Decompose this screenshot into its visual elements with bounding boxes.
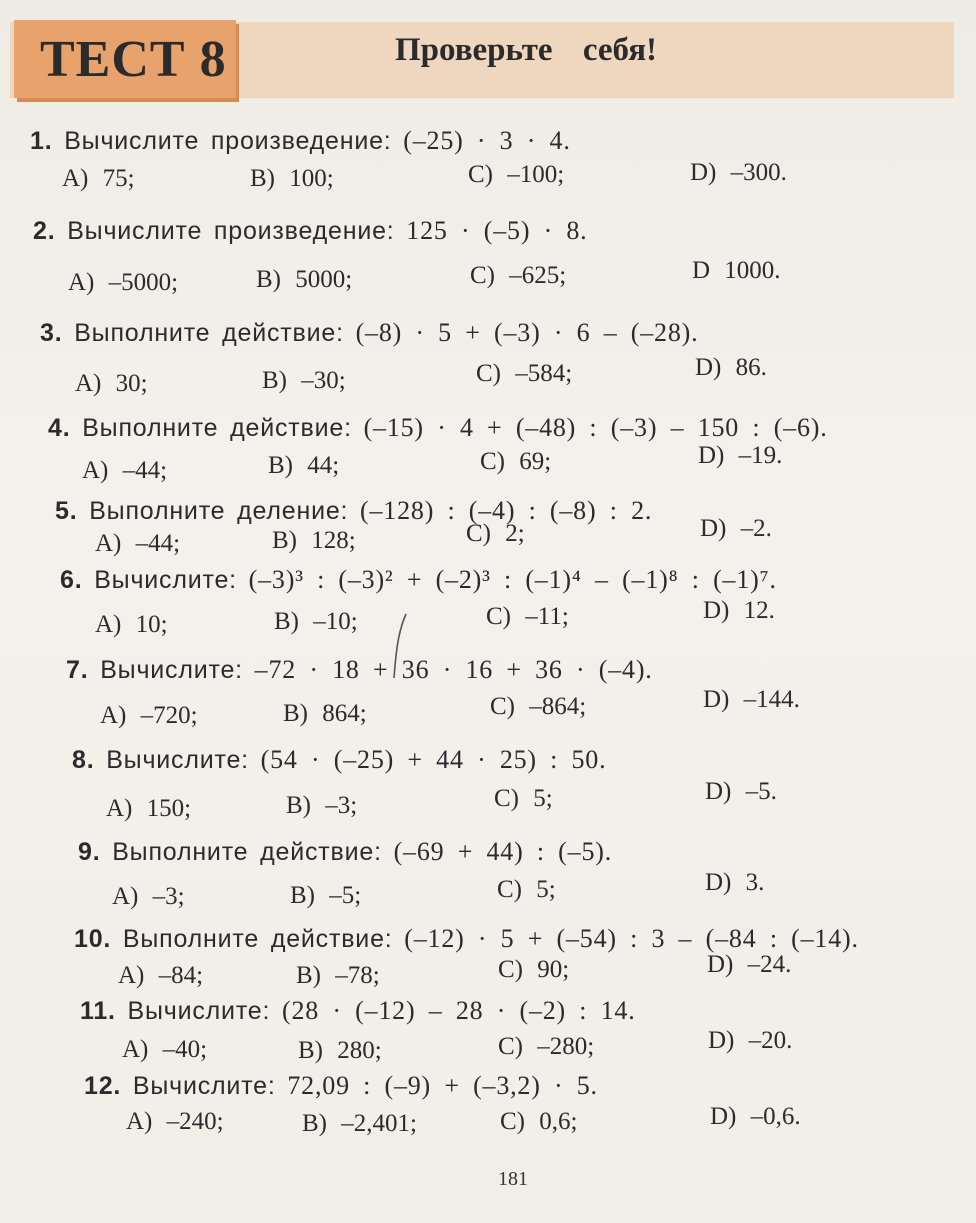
option-a: A) –84; [118, 962, 204, 989]
option-c: C) –584; [476, 360, 573, 387]
question-number: 3. [40, 319, 63, 347]
question-number: 8. [72, 746, 95, 774]
option-b: B) 5000; [256, 266, 353, 293]
question-number: 9. [78, 838, 101, 866]
option-d: D) 3. [705, 869, 765, 896]
option-a: A) –3; [112, 883, 185, 910]
question-number: 7. [66, 656, 89, 684]
question-expression: (–128) : (–4) : (–8) : 2. [360, 496, 653, 525]
option-d: D) –2. [700, 515, 772, 542]
option-b: B) –3; [286, 792, 358, 819]
question-number: 11. [80, 997, 116, 1025]
option-a: A) 75; [62, 165, 135, 192]
question-expression: –72 · 18 + 36 · 16 + 36 · (–4). [254, 655, 653, 684]
option-c: C) 5; [497, 876, 556, 903]
page-number: 181 [498, 1168, 528, 1190]
question-8 [72, 745, 606, 775]
test-label-box [14, 20, 236, 98]
option-b: B) 100; [250, 165, 334, 192]
option-a: A) 10; [95, 611, 168, 638]
option-d: D) –19. [698, 442, 783, 469]
question-text: Вычислите: [106, 746, 249, 774]
question-text: Вычислите: [127, 997, 271, 1025]
option-d: D 1000. [692, 257, 781, 284]
question-number: 4. [48, 414, 71, 442]
option-b: B) –30; [262, 367, 346, 394]
option-a: A) –5000; [68, 269, 179, 296]
option-c: C) 90; [498, 956, 570, 983]
option-a: A) 30; [75, 370, 148, 397]
option-a: A) –720; [100, 702, 198, 729]
question-text: Выполните деление: [89, 497, 349, 525]
question-12 [84, 1071, 598, 1101]
option-c: C) –280; [498, 1033, 595, 1060]
question-3 [40, 318, 698, 348]
option-d: D) 12. [703, 597, 775, 624]
question-number: 10. [74, 925, 112, 953]
question-expression: (–15) · 4 + (–48) : (–3) – 150 : (–6). [363, 413, 828, 442]
question-5 [55, 496, 652, 526]
question-expression: 72,09 : (–9) + (–3,2) · 5. [287, 1071, 598, 1100]
option-b: B) 280; [298, 1037, 382, 1064]
question-number: 5. [55, 497, 78, 525]
question-text: Вычислите: [100, 656, 243, 684]
question-expression: (–8) · 5 + (–3) · 6 – (–28). [355, 318, 699, 347]
question-7 [66, 655, 653, 685]
option-c: C) 69; [480, 448, 552, 475]
question-11 [80, 996, 636, 1026]
option-a: A) 150; [106, 795, 192, 822]
question-10 [74, 924, 859, 954]
option-c: C) 0,6; [500, 1108, 578, 1135]
question-text: Выполните действие: [74, 319, 344, 347]
option-c: C) –100; [468, 161, 565, 188]
option-d: D) –0,6. [710, 1103, 801, 1130]
option-c: C) 2; [466, 520, 525, 547]
question-expression: (–3)³ : (–3)² + (–2)³ : (–1)⁴ – (–1)⁸ : (–1)⁷. [248, 565, 777, 594]
question-expression: 125 · (–5) · 8. [406, 216, 588, 245]
question-text: Вычислите произведение: [64, 127, 392, 155]
option-d: D) –144. [703, 686, 800, 713]
option-c: C) –11; [486, 603, 569, 630]
option-b: B) –2,401; [302, 1110, 417, 1137]
question-number: 6. [60, 566, 83, 594]
option-c: C) –625; [470, 262, 567, 289]
test-label: ТЕСТ 8 [40, 31, 227, 88]
question-number: 1. [30, 127, 53, 155]
question-expression: (54 · (–25) + 44 · 25) : 50. [260, 745, 607, 774]
question-4 [48, 413, 828, 443]
option-c: C) –864; [490, 693, 587, 720]
question-number: 2. [33, 217, 56, 245]
option-a: A) –40; [122, 1036, 208, 1063]
option-d: D) –5. [705, 778, 777, 805]
question-6 [60, 565, 777, 595]
option-d: D) 86. [695, 354, 767, 381]
option-b: B) 864; [283, 700, 367, 727]
question-text: Вычислите: [132, 1072, 276, 1100]
question-text: Выполните действие: [122, 925, 393, 953]
option-a: A) –240; [126, 1108, 224, 1135]
option-b: B) –10; [274, 608, 358, 635]
option-a: A) –44; [95, 530, 181, 557]
option-d: D) –300. [690, 159, 787, 186]
question-expression: (28 · (–12) – 28 · (–2) : 14. [282, 996, 636, 1025]
question-expression: (–25) · 3 · 4. [403, 126, 571, 155]
question-text: Вычислите: [94, 566, 237, 594]
header-title: Проверьте себя! [395, 32, 658, 68]
option-a: A) –44; [82, 457, 168, 484]
option-d: D) –20. [708, 1027, 793, 1054]
question-expression: (–12) · 5 + (–54) : 3 – (–84 : (–14). [404, 924, 859, 953]
question-number: 12. [84, 1072, 122, 1100]
question-text: Вычислите произведение: [67, 217, 395, 245]
option-b: B) –78; [296, 962, 380, 989]
question-expression: (–69 + 44) : (–5). [393, 837, 612, 866]
option-d: D) –24. [707, 951, 792, 978]
option-c: C) 5; [494, 785, 553, 812]
question-text: Выполните действие: [82, 414, 352, 442]
question-text: Выполните действие: [112, 838, 382, 866]
question-1 [30, 126, 571, 156]
option-b: B) 44; [268, 452, 340, 479]
option-b: B) 128; [272, 527, 356, 554]
question-2 [33, 216, 587, 246]
option-b: B) –5; [290, 882, 362, 909]
question-9 [78, 837, 612, 867]
